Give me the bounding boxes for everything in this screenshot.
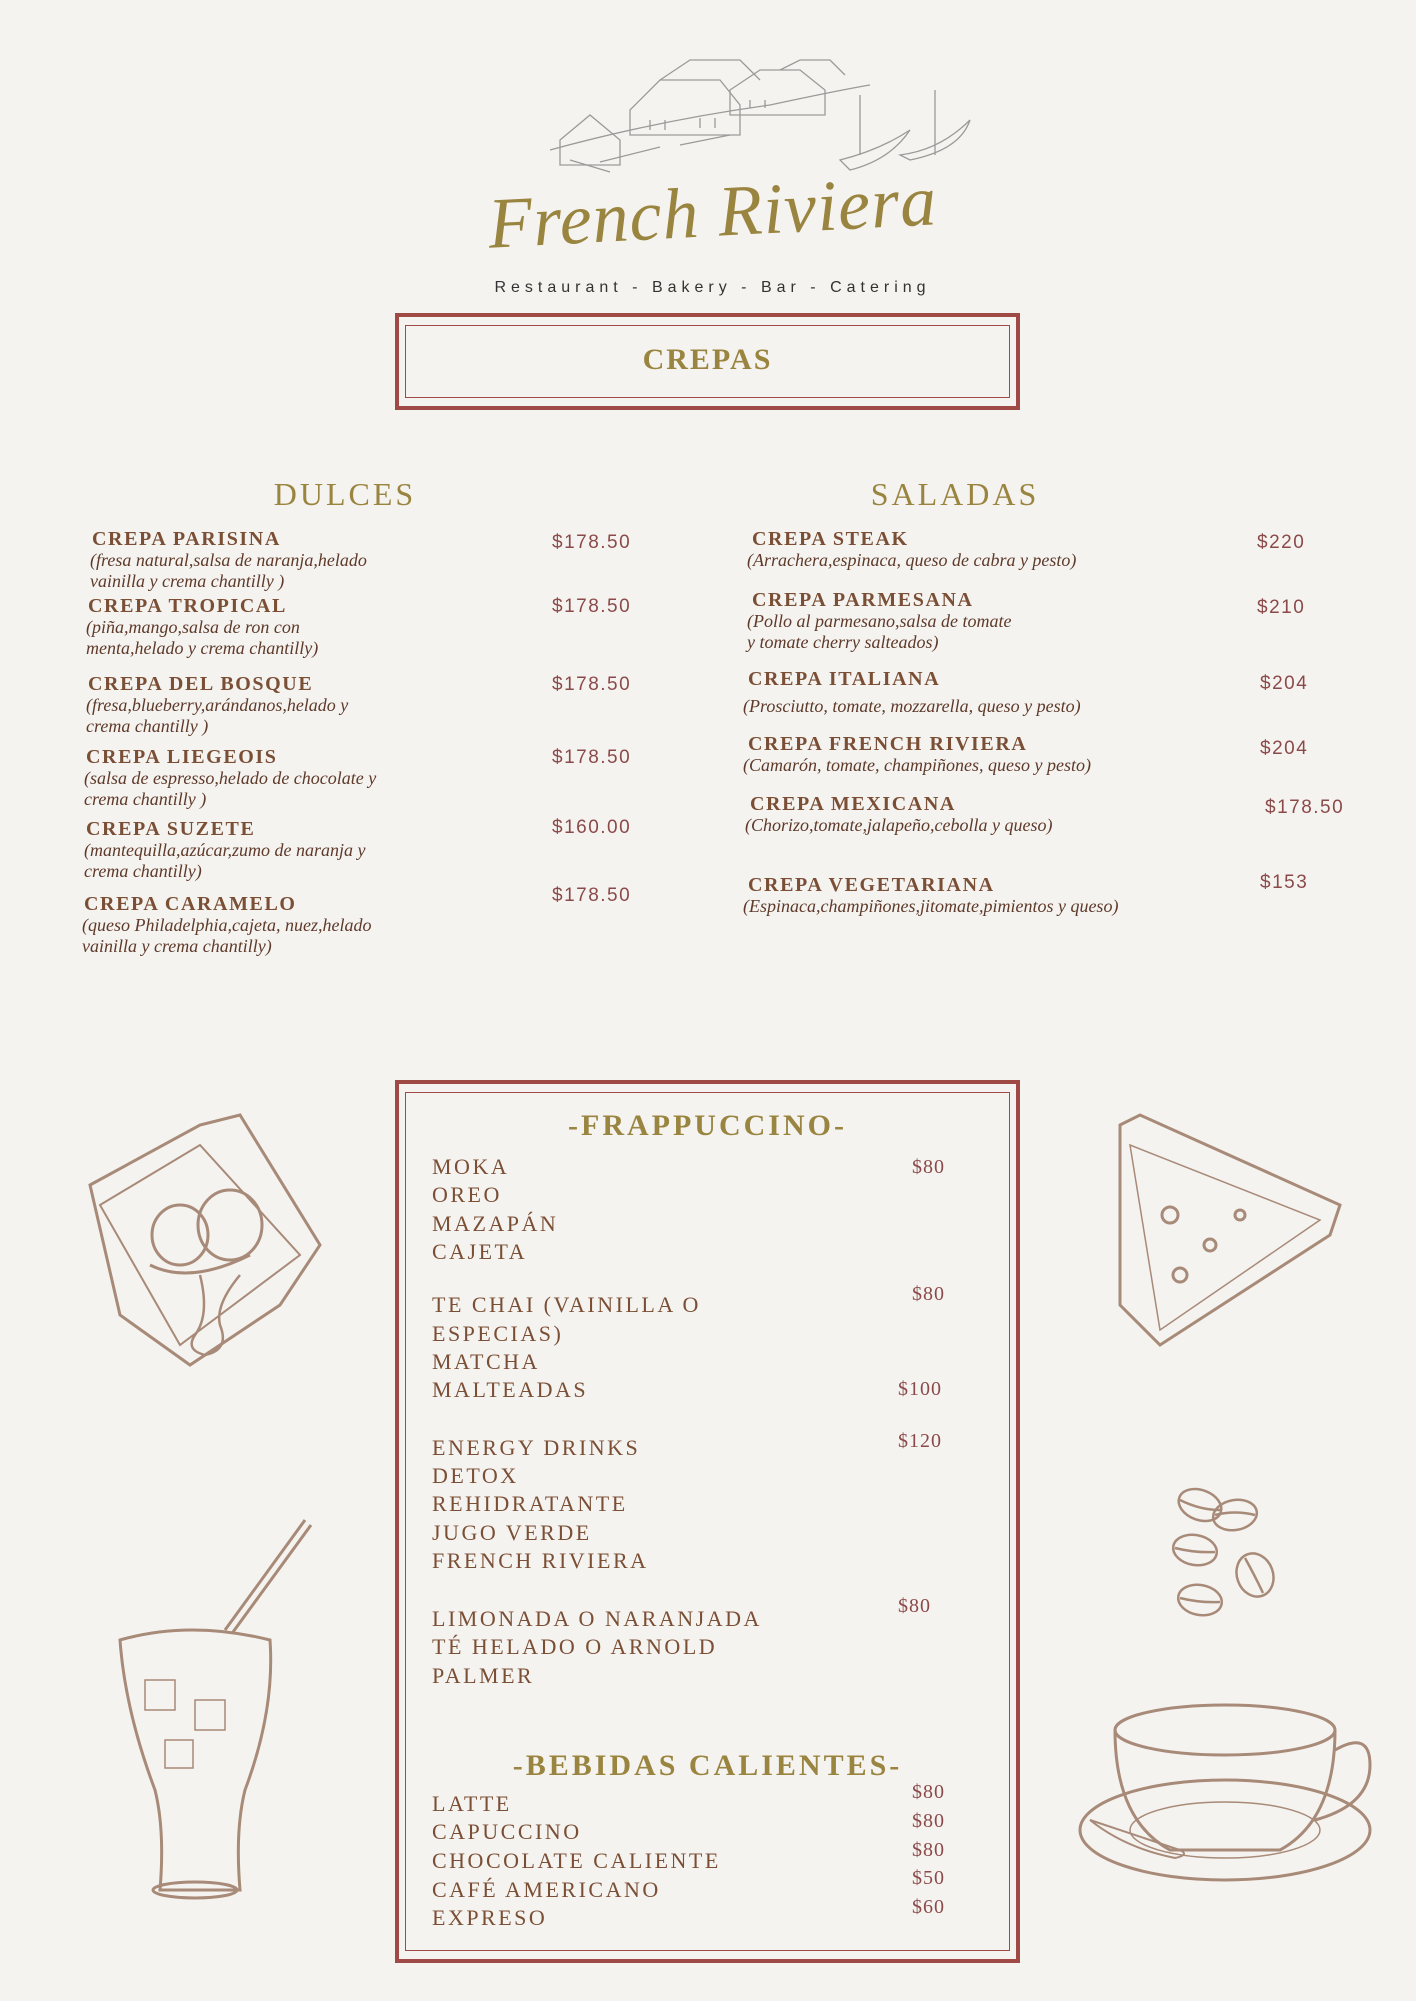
frappuccino-item: JUGO VERDE — [432, 1520, 592, 1545]
dulces-item-description: (fresa,blueberry,arándanos,helado y crema chantilly ) — [86, 695, 349, 736]
dulces-item-name: CREPA CARAMELO — [84, 893, 297, 915]
bebidas-calientes-item: LATTE — [432, 1791, 512, 1816]
section-title-crepas: CREPAS — [642, 343, 773, 376]
saladas-item-name: CREPA VEGETARIANA — [748, 874, 995, 896]
saladas-item-name: CREPA ITALIANA — [748, 668, 941, 690]
bebidas-calientes-item: CAPUCCINO — [432, 1819, 582, 1844]
dulces-item-price: $178.50 — [552, 747, 632, 768]
dulces-item-description: (piña,mango,salsa de ron con menta,helado y crema chantilly) — [86, 617, 319, 658]
frappuccino-item: TE CHAI (VAINILLA O — [432, 1292, 701, 1317]
bebidas-calientes-item: EXPRESO — [432, 1905, 548, 1930]
folded-crepe-illustration-icon — [1100, 1105, 1350, 1355]
bebidas-calientes-price: $80 — [912, 1781, 945, 1803]
bebidas-calientes-title: -BEBIDAS CALIENTES- — [512, 1749, 903, 1782]
saladas-item-price: $204 — [1260, 738, 1309, 759]
bebidas-calientes-item: CAFÉ AMERICANO — [432, 1877, 661, 1902]
dulces-item-price: $160.00 — [552, 817, 632, 838]
saladas-item-price: $210 — [1257, 597, 1306, 618]
bebidas-calientes-price: $80 — [912, 1810, 945, 1832]
brand-tagline: Restaurant - Bakery - Bar - Catering — [494, 279, 931, 296]
saladas-item-description: (Prosciutto, tomate, mozzarella, queso y pesto) — [743, 696, 1081, 716]
frappuccino-item: CAJETA — [432, 1239, 528, 1264]
dulces-item-name: CREPA DEL BOSQUE — [88, 673, 314, 695]
dulces-item-name: CREPA SUZETE — [86, 818, 256, 840]
dulces-item-description: (fresa natural,salsa de naranja,helado vainilla y crema chantilly ) — [90, 550, 367, 591]
dulces-item-description: (queso Philadelphia,cajeta, nuez,helado vainilla y crema chantilly) — [82, 915, 372, 956]
frappuccino-item: MATCHA — [432, 1349, 540, 1374]
bebidas-calientes-price: $60 — [912, 1896, 945, 1918]
village-sketch-logo-icon — [540, 50, 980, 175]
bebidas-calientes-price: $80 — [912, 1839, 945, 1861]
frappuccino-item: ENERGY DRINKS — [432, 1435, 641, 1460]
coffee-beans-illustration-icon — [1165, 1480, 1285, 1620]
dulces-item-price: $178.50 — [552, 596, 632, 617]
frappuccino-item: ESPECIAS) — [432, 1321, 564, 1346]
frappuccino-item: DETOX — [432, 1463, 519, 1488]
frappuccino-item: REHIDRATANTE — [432, 1491, 628, 1516]
saladas-item-name: CREPA MEXICANA — [750, 793, 956, 815]
bebidas-calientes-item: CHOCOLATE CALIENTE — [432, 1848, 721, 1873]
frappuccino-item: LIMONADA O NARANJADA — [432, 1606, 762, 1631]
saladas-item-name: CREPA FRENCH RIVIERA — [748, 733, 1028, 755]
saladas-item-price: $220 — [1257, 532, 1306, 553]
dulces-item-name: CREPA PARISINA — [92, 528, 281, 550]
frappuccino-item: MALTEADAS — [432, 1377, 589, 1402]
saladas-item-description: (Arrachera,espinaca, queso de cabra y pesto) — [747, 550, 1077, 570]
frappuccino-item: MOKA — [432, 1154, 510, 1179]
frappuccino-price: $80 — [912, 1156, 945, 1178]
dulces-item-name: CREPA TROPICAL — [88, 595, 287, 617]
frappuccino-title: -FRAPPUCCINO- — [568, 1109, 847, 1142]
coffee-cup-illustration-icon — [1070, 1690, 1380, 1900]
brand-logo-title: French Riviera — [486, 160, 939, 264]
dulces-item-price: $178.50 — [552, 885, 632, 906]
saladas-item-price: $204 — [1260, 673, 1309, 694]
saladas-item-description: (Pollo al parmesano,salsa de tomate y tomate cherry salteados) — [747, 611, 1012, 652]
frappuccino-item: TÉ HELADO O ARNOLD — [432, 1634, 718, 1659]
saladas-item-price: $178.50 — [1265, 797, 1345, 818]
saladas-heading: SALADAS — [870, 476, 1040, 512]
bebidas-calientes-price: $50 — [912, 1867, 945, 1889]
saladas-item-price: $153 — [1260, 872, 1309, 893]
frappuccino-price: $80 — [898, 1595, 931, 1617]
saladas-item-name: CREPA STEAK — [752, 528, 909, 550]
dulces-heading: DULCES — [273, 476, 417, 512]
frappuccino-price: $120 — [898, 1430, 942, 1452]
dulces-item-name: CREPA LIEGEOIS — [86, 746, 278, 768]
frappuccino-item: OREO — [432, 1182, 502, 1207]
saladas-item-description: (Chorizo,tomate,jalapeño,cebolla y queso) — [745, 815, 1053, 835]
dulces-item-price: $178.50 — [552, 674, 632, 695]
saladas-item-name: CREPA PARMESANA — [752, 589, 974, 611]
frappuccino-item: PALMER — [432, 1663, 535, 1688]
dulces-item-price: $178.50 — [552, 532, 632, 553]
iced-drink-glass-illustration-icon — [115, 1510, 315, 1920]
saladas-item-description: (Espinaca,champiñones,jitomate,pimientos y queso) — [743, 896, 1119, 916]
frappuccino-price: $100 — [898, 1378, 942, 1400]
frappuccino-price: $80 — [912, 1283, 945, 1305]
dulces-item-description: (salsa de espresso,helado de chocolate y crema chantilly ) — [84, 768, 377, 809]
crepe-strawberries-illustration-icon — [80, 1105, 340, 1385]
frappuccino-item: MAZAPÁN — [432, 1211, 559, 1236]
saladas-item-description: (Camarón, tomate, champiñones, queso y pesto) — [743, 755, 1091, 775]
frappuccino-item: FRENCH RIVIERA — [432, 1548, 649, 1573]
dulces-item-description: (mantequilla,azúcar,zumo de naranja y crema chantilly) — [84, 840, 366, 881]
